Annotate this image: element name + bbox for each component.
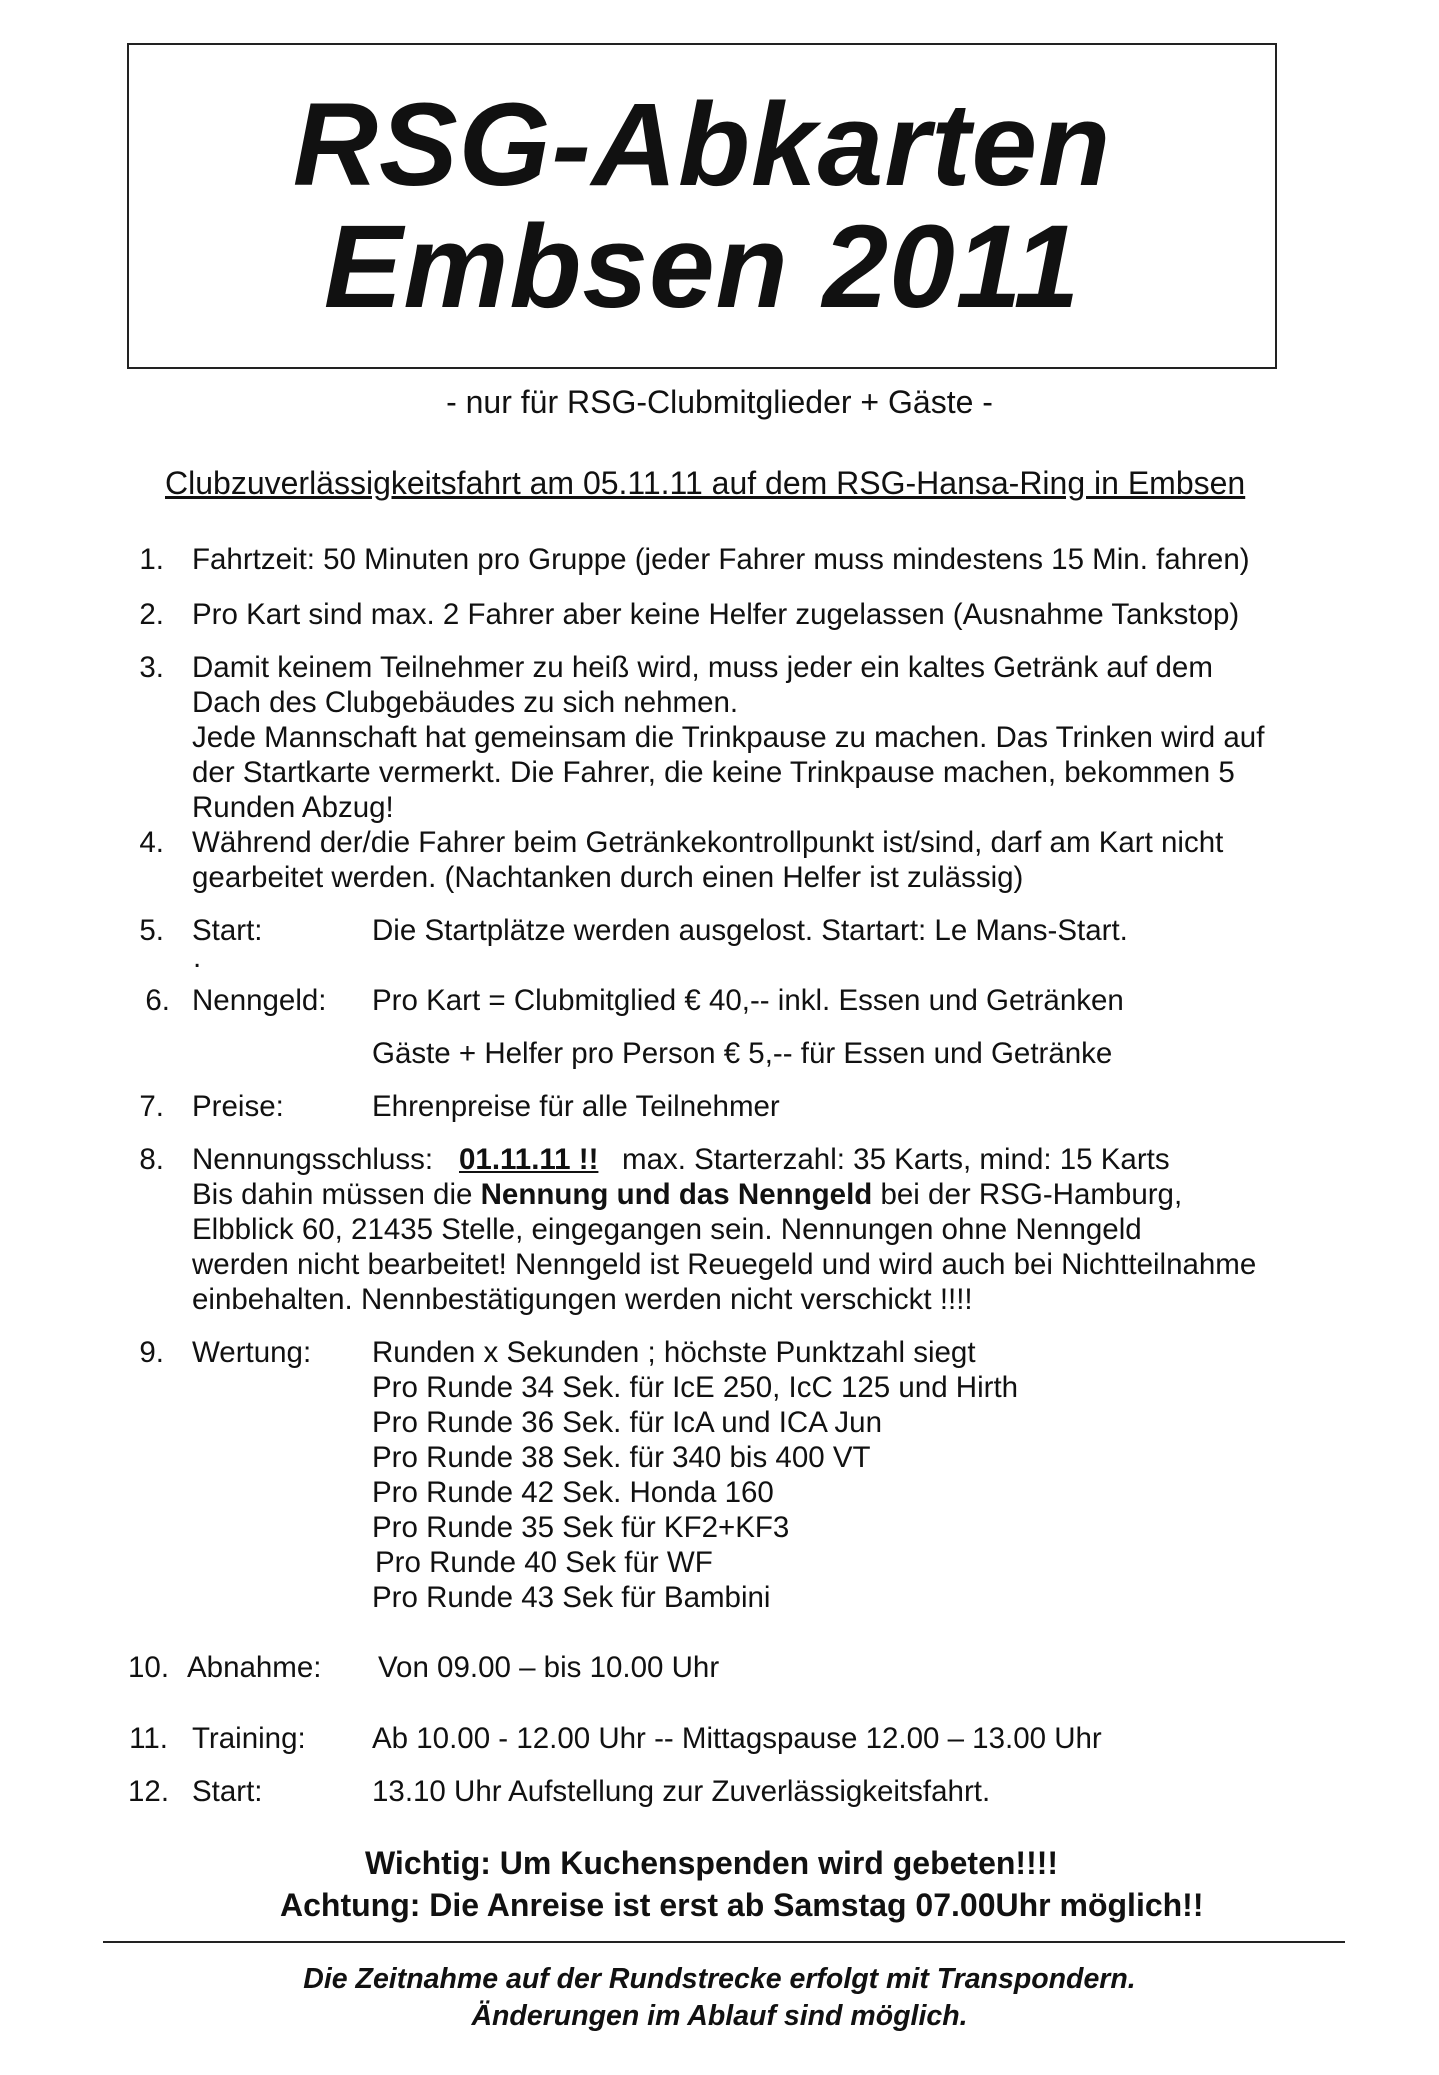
item-text-line: Pro Runde 36 Sek. für IcA und ICA Jun (372, 1406, 882, 1439)
item-label: Abnahme: (187, 1651, 322, 1684)
footer-line-2: Änderungen im Ablauf sind möglich. (471, 2000, 968, 2032)
item-text-line: Elbblick 60, 21435 Stelle, eingegangen sein. Nennungen ohne Nenngeld (192, 1213, 1142, 1246)
item-number: 5. (139, 914, 164, 947)
item-text-line: gearbeitet werden. (Nachtanken durch einen Helfer ist zulässig) (192, 861, 1024, 894)
item-number: 3. (139, 651, 164, 684)
item-label: Preise: (192, 1090, 284, 1123)
item-text: Von 09.00 – bis 10.00 Uhr (378, 1651, 720, 1684)
item-text-line: Pro Runde 40 Sek für WF (375, 1546, 713, 1579)
item-text: Fahrtzeit: 50 Minuten pro Gruppe (jeder Fahrer muss mindestens 15 Min. fahren) (192, 543, 1250, 576)
item-label: Start: (192, 1775, 263, 1808)
item-text-line: Runden x Sekunden ; höchste Punktzahl siegt (372, 1336, 976, 1369)
item-text-line: Pro Kart = Clubmitglied € 40,-- inkl. Essen und Getränken (372, 984, 1124, 1017)
item-text: Die Startplätze werden ausgelost. Startart: Le Mans-Start. (372, 914, 1128, 947)
item-number: 8. (139, 1143, 164, 1176)
title-line-1: RSG-Abkarten (292, 79, 1112, 211)
item-text-line: Jede Mannschaft hat gemeinsam die Trinkpause zu machen. Das Trinken wird auf (192, 721, 1265, 754)
item-label: Training: (192, 1722, 306, 1755)
subtitle: - nur für RSG-Clubmitglieder + Gäste - (446, 384, 993, 420)
stray-dot: . (193, 941, 202, 974)
item-number: 12. (128, 1775, 170, 1808)
item-text-line: der Startkarte vermerkt. Die Fahrer, die keine Trinkpause machen, bekommen 5 (192, 756, 1235, 789)
item-number: 6. (145, 984, 170, 1017)
item-number: 4. (139, 826, 164, 859)
divider (103, 1941, 1345, 1943)
item-text-line: einbehalten. Nennbestätigungen werden nicht verschickt !!!! (192, 1283, 973, 1316)
item-number: 10. (128, 1651, 170, 1684)
bold-text: Nennung und das Nenngeld (480, 1178, 873, 1211)
item-text-line: Bis dahin müssen die Nennung und das Nenngeld bei der RSG-Hamburg, (192, 1178, 1183, 1211)
title-line-2: Embsen 2011 (323, 201, 1081, 333)
item-text-line: Pro Runde 43 Sek für Bambini (372, 1581, 771, 1614)
item-text-line: Pro Runde 42 Sek. Honda 160 (372, 1476, 774, 1509)
item-text: Ehrenpreise für alle Teilnehmer (372, 1090, 780, 1123)
item-number: 9. (139, 1336, 164, 1369)
item-text-line: Pro Runde 38 Sek. für 340 bis 400 VT (372, 1441, 871, 1474)
item-text-line: werden nicht bearbeitet! Nenngeld ist Reuegeld und wird auch bei Nichtteilnahme (192, 1248, 1257, 1281)
section-heading: Clubzuverlässigkeitsfahrt am 05.11.11 auf dem RSG-Hansa-Ring in Embsen (165, 465, 1246, 501)
item-text-line: Pro Runde 35 Sek für KF2+KF3 (372, 1511, 790, 1544)
item-text-line: Runden Abzug! (192, 791, 394, 824)
item-text: max. Starterzahl: 35 Karts, mind: 15 Karts (622, 1143, 1170, 1176)
item-number: 7. (139, 1090, 164, 1123)
footer-line-1: Die Zeitnahme auf der Rundstrecke erfolgt mit Transpondern. (303, 1963, 1136, 1995)
item-number: 11. (129, 1722, 168, 1755)
item-label: Wertung: (192, 1336, 312, 1369)
item-text-line: Damit keinem Teilnehmer zu heiß wird, muss jeder ein kaltes Getränk auf dem (192, 651, 1213, 684)
title-box (127, 43, 1277, 369)
item-number: 1. (139, 543, 164, 576)
item-text: Ab 10.00 - 12.00 Uhr -- Mittagspause 12.00 – 13.00 Uhr (372, 1722, 1102, 1755)
item-label: Nenngeld: (192, 984, 327, 1017)
item-text: 13.10 Uhr Aufstellung zur Zuverlässigkeitsfahrt. (372, 1775, 991, 1808)
notice-arrival: Achtung: Die Anreise ist erst ab Samstag 07.00Uhr möglich!! (280, 1887, 1204, 1923)
item-label: Nennungsschluss: (192, 1143, 434, 1176)
deadline-date: 01.11.11 !! (459, 1143, 599, 1176)
item-text-line: Gäste + Helfer pro Person € 5,-- für Essen und Getränke (372, 1037, 1113, 1070)
item-number: 2. (139, 598, 164, 631)
item-text-line: Pro Runde 34 Sek. für IcE 250, IcC 125 und Hirth (372, 1371, 1019, 1404)
item-label: Start: (192, 914, 263, 947)
item-text-line: Dach des Clubgebäudes zu sich nehmen. (192, 686, 739, 719)
item-text-line: Während der/die Fahrer beim Getränkekontrollpunkt ist/sind, darf am Kart nicht (192, 826, 1224, 859)
notice-cake: Wichtig: Um Kuchenspenden wird gebeten!!!! (365, 1845, 1059, 1881)
item-text: Pro Kart sind max. 2 Fahrer aber keine Helfer zugelassen (Ausnahme Tankstop) (192, 598, 1240, 631)
